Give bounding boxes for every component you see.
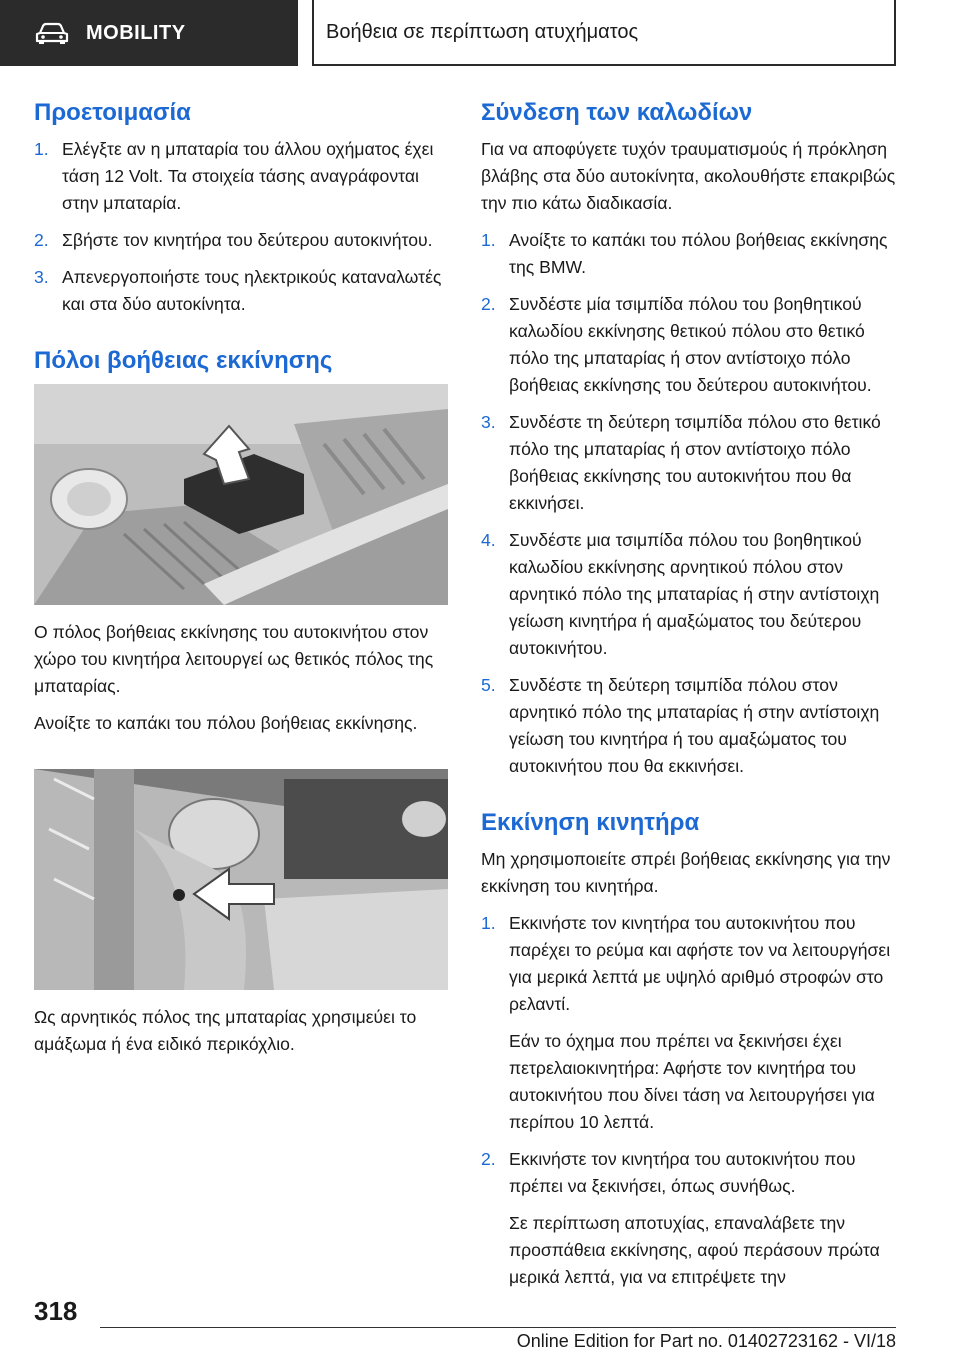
edition-text: Online Edition for Part no. 01402723162 - VI/18 xyxy=(516,1331,896,1351)
list-item xyxy=(481,527,896,662)
right-column xyxy=(481,98,896,1301)
cables-steps xyxy=(481,227,896,780)
step-number: 1. xyxy=(481,913,496,933)
list-item xyxy=(481,227,896,281)
step-text: Συνδέστε τη δεύτερη τσιμπίδα πόλου στο θετικό πόλο της μπαταρίας ή στον αντίστοιχο πόλο βοήθειας εκκίνησης του αυτοκινήτου που θα εκκινήσει. xyxy=(509,412,881,513)
step-number: 3. xyxy=(34,267,49,287)
step-text: Συνδέστε μια τσιμπίδα πόλου του βοηθητικού καλωδίου εκκίνησης αρνητικού πόλου στον αρνητικό πόλο της μπαταρίας ή στην αντίστοιχη γείωση κινητήρα ή αμαξώματος του δεύτερου αυτοκινήτου. xyxy=(509,530,880,658)
figure1-caption: Ο πόλος βοήθειας εκκίνησης του αυτοκινήτου στον χώρο του κινητήρα λειτουργεί ως θετικός πόλος της μπαταρίας. xyxy=(34,622,434,696)
cables-intro: Για να αποφύγετε τυχόν τραυματισμούς ή πρόκληση βλάβης στα δύο αυτοκίνητα, ακολουθήστε επακριβώς την πιο κάτω διαδικασία. xyxy=(481,139,896,213)
jump-start-terminals-heading: Πόλοι βοήθειας εκκίνησης xyxy=(34,347,333,374)
positive-terminal-photo xyxy=(34,384,448,605)
figure1-note: Ανοίξτε το καπάκι του πόλου βοήθειας εκκίνησης. xyxy=(34,713,418,733)
connect-cables-heading: Σύνδεση των καλωδίων xyxy=(481,99,753,126)
list-item xyxy=(481,672,896,780)
left-column xyxy=(34,98,448,1068)
page-header xyxy=(0,0,960,66)
figure2-caption: Ως αρνητικός πόλος της μπαταρίας χρησιμεύει το αμάξωμα ή ένα ειδικό περικόχλιο. xyxy=(34,1007,417,1054)
section-tab xyxy=(314,0,896,66)
step-text: Συνδέστε τη δεύτερη τσιμπίδα πόλου στον αρνητικό πόλο της μπαταρίας ή στην αντίστοιχη γείωση του κινητήρα ή του αμαξώματος του αυτοκινήτου που θα εκκινήσει. xyxy=(509,675,880,776)
engine-start-heading: Εκκίνηση κινητήρα xyxy=(481,809,700,836)
list-item xyxy=(34,227,448,254)
step-subtext: Εάν το όχημα που πρέπει να ξεκινήσει έχει πετρελαιοκινητήρα: Αφήστε τον κινητήρα του αυτοκινήτου που δίνει τάση να λειτουργήσει για περίπου 10 λεπτά. xyxy=(509,1031,875,1132)
step-number: 2. xyxy=(481,294,496,314)
step-number: 2. xyxy=(481,1149,496,1169)
step-text: Εκκινήστε τον κινητήρα του αυτοκινήτου που παρέχει το ρεύμα και αφήστε τον να λειτουργήσει για μερικά λεπτά με υψηλό αριθμό στροφών στο ρελαντί. xyxy=(509,913,891,1014)
list-item xyxy=(481,1146,896,1291)
category-tab xyxy=(0,0,298,66)
list-item xyxy=(481,291,896,399)
step-number: 3. xyxy=(481,412,496,432)
step-number: 2. xyxy=(34,230,49,250)
step-subtext: Σε περίπτωση αποτυχίας, επαναλάβετε την προσπάθεια εκκίνησης, αφού περάσουν πρώτα μερικά λεπτά, για να επιτρέψετε την xyxy=(509,1213,880,1287)
step-number: 4. xyxy=(481,530,496,550)
step-text: Απενεργοποιήστε τους ηλεκτρικούς καταναλωτές και στα δύο αυτοκίνητα. xyxy=(62,267,442,314)
step-text: Ελέγξτε αν η μπαταρία του άλλου οχήματος έχει τάση 12 Volt. Τα στοιχεία τάσης αναγράφονται στην μπαταρία. xyxy=(62,139,434,213)
list-item xyxy=(34,136,448,217)
step-number: 5. xyxy=(481,675,496,695)
step-text: Συνδέστε μία τσιμπίδα πόλου του βοηθητικού καλωδίου εκκίνησης θετικού πόλου στο θετικό πόλο της μπαταρίας ή στον αντίστοιχο πόλο βοήθειας εκκίνησης του δεύτερου αυτοκινήτου. xyxy=(509,294,872,395)
step-text: Ανοίξτε το καπάκι του πόλου βοήθειας εκκίνησης της BMW. xyxy=(509,230,888,277)
list-item xyxy=(34,264,448,318)
engine-start-intro: Μη χρησιμοποιείτε σπρέι βοήθειας εκκίνησης για την εκκίνηση του κινητήρα. xyxy=(481,849,891,896)
step-text: Σβήστε τον κινητήρα του δεύτερου αυτοκινήτου. xyxy=(62,230,433,250)
preparation-heading: Προετοιμασία xyxy=(34,99,191,126)
section-label: Βοήθεια σε περίπτωση ατυχήματος xyxy=(326,20,639,43)
step-number: 1. xyxy=(34,139,49,159)
list-item xyxy=(481,910,896,1136)
step-text: Εκκινήστε τον κινητήρα του αυτοκινήτου που πρέπει να ξεκινήσει, όπως συνήθως. xyxy=(509,1149,856,1196)
preparation-steps xyxy=(34,136,448,318)
page-number: 318 xyxy=(34,1296,78,1326)
engine-start-steps xyxy=(481,910,896,1291)
step-number: 1. xyxy=(481,230,496,250)
car-icon xyxy=(34,21,70,45)
negative-terminal-photo xyxy=(34,769,448,990)
footer-rule xyxy=(100,1327,896,1328)
category-label: MOBILITY xyxy=(86,21,186,44)
list-item xyxy=(481,409,896,517)
